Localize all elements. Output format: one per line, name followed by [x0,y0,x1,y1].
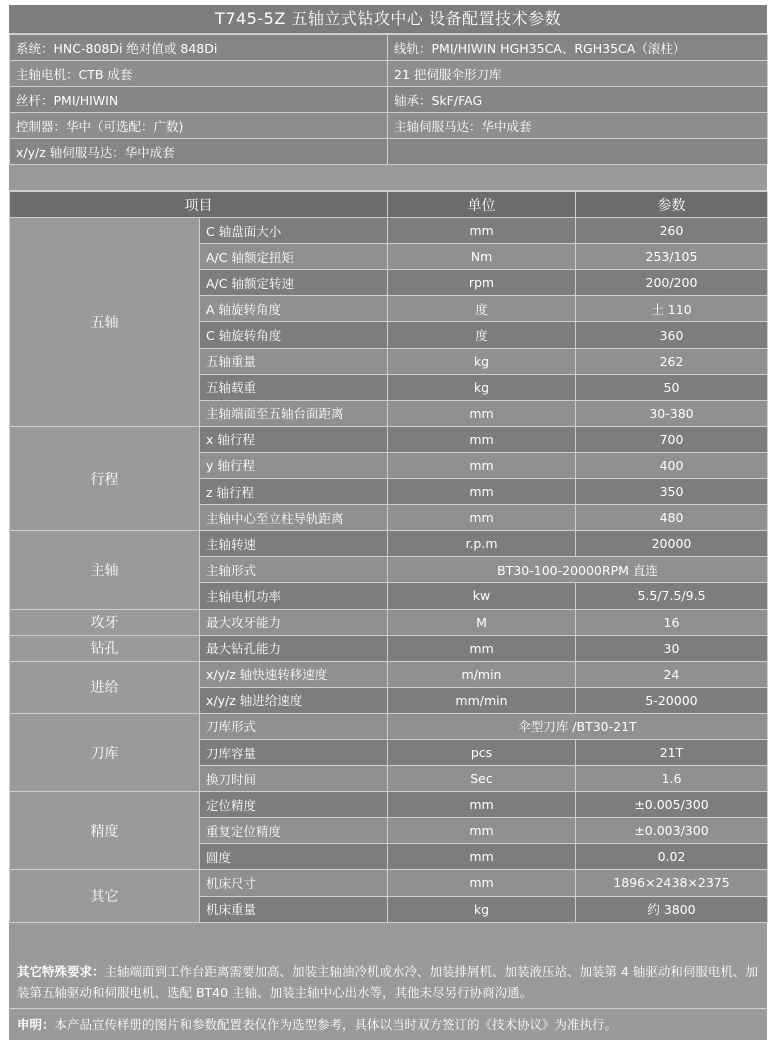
header-param: 参数 [576,192,768,218]
value-cell: 700 [576,426,768,452]
spec-row [10,870,768,896]
item-name: C 轴旋转角度 [200,322,388,348]
merged-value: BT30-100-20000RPM 直连 [388,557,768,583]
config-cell: 系统：HNC-808Di 绝对值或 848Di [10,35,388,61]
item-name: 主轴端面至五轴台面距离 [200,400,388,426]
unit-cell: mm [388,818,576,844]
item-name: 主轴转速 [200,531,388,557]
spec-row [10,531,768,557]
spec-row [10,635,768,661]
notes-divider [9,1008,767,1009]
special-requirements-label: 其它特殊要求： [17,964,105,979]
unit-cell: mm [388,400,576,426]
spec-row [10,426,768,452]
value-cell: 5.5/7.5/9.5 [576,583,768,609]
unit-cell: 度 [388,322,576,348]
value-cell: 1.6 [576,766,768,792]
special-requirements [17,961,761,1003]
table-spacer [9,165,767,191]
config-row [10,35,768,61]
unit-cell: kg [388,374,576,400]
group-label: 进给 [10,661,200,713]
item-name: 换刀时间 [200,766,388,792]
disclaimer [17,1015,761,1035]
unit-cell: mm [388,479,576,505]
unit-cell: m/min [388,661,576,687]
item-name: 最大攻牙能力 [200,609,388,635]
group-label: 攻牙 [10,609,200,635]
unit-cell: rpm [388,270,576,296]
item-name: 五轴重量 [200,348,388,374]
spec-row [10,792,768,818]
item-name: 机床重量 [200,896,388,922]
unit-cell: pcs [388,739,576,765]
spec-sheet [9,5,767,1040]
unit-cell: mm/min [388,687,576,713]
value-cell: 30 [576,635,768,661]
header-unit: 单位 [388,192,576,218]
config-cell: 线轨：PMI/HIWIN HGH35CA、RGH35CA（滚柱） [388,35,768,61]
group-label: 精度 [10,792,200,870]
item-name: 主轴电机功率 [200,583,388,609]
value-cell: 253/105 [576,244,768,270]
item-name: x/y/z 轴快速转移速度 [200,661,388,687]
config-cell: 控制器：华中（可选配：广数) [10,113,388,139]
item-name: 主轴形式 [200,557,388,583]
value-cell: 50 [576,374,768,400]
item-name: A/C 轴额定转速 [200,270,388,296]
spec-row [10,713,768,739]
config-row [10,113,768,139]
unit-cell: mm [388,426,576,452]
disclaimer-label: 申明： [17,1017,55,1032]
header-item: 项目 [10,192,388,218]
config-cell: 主轴电机：CTB 成套 [10,61,388,87]
spec-row [10,609,768,635]
value-cell: 400 [576,452,768,478]
spec-row [10,661,768,687]
unit-cell: mm [388,792,576,818]
value-cell: 480 [576,505,768,531]
unit-cell: Sec [388,766,576,792]
notes-section [9,949,767,1040]
item-name: y 轴行程 [200,452,388,478]
spec-table [9,191,768,923]
unit-cell: mm [388,505,576,531]
value-cell: ±0.003/300 [576,818,768,844]
config-cell: 丝杆：PMI/HIWIN [10,87,388,113]
item-name: x 轴行程 [200,426,388,452]
config-cell: 主轴伺服马达：华中成套 [388,113,768,139]
value-cell: 16 [576,609,768,635]
unit-cell: r.p.m [388,531,576,557]
value-cell: 21T [576,739,768,765]
item-name: 刀库形式 [200,713,388,739]
special-requirements-text: 主轴端面到工作台距离需要加高、加装主轴油冷机或水冷、加装排屑机、加装液压站、加装第 4 轴驱动和伺服电机、加装第五轴驱动和伺服电机、选配 BT40 主轴、加装主轴中心出水等，其他未尽另行协商沟通。 [17,964,758,1000]
config-cell: 轴承：SkF/FAG [388,87,768,113]
value-cell: 360 [576,322,768,348]
unit-cell: 度 [388,296,576,322]
unit-cell: mm [388,635,576,661]
item-name: A/C 轴额定扭矩 [200,244,388,270]
value-cell: 262 [576,348,768,374]
unit-cell: M [388,609,576,635]
unit-cell: Nm [388,244,576,270]
unit-cell: kg [388,348,576,374]
value-cell: 20000 [576,531,768,557]
group-label: 五轴 [10,218,200,427]
item-name: z 轴行程 [200,479,388,505]
item-name: 最大钻孔能力 [200,635,388,661]
config-cell: 21 把伺服伞形刀库 [388,61,768,87]
item-name: 主轴中心至立柱导轨距离 [200,505,388,531]
sheet-title: T745-5Z 五轴立式钻攻中心 设备配置技术参数 [9,5,767,34]
item-name: C 轴盘面大小 [200,218,388,244]
value-cell: 0.02 [576,844,768,870]
value-cell: 30-380 [576,400,768,426]
config-row [10,61,768,87]
group-label: 行程 [10,426,200,530]
unit-cell: mm [388,844,576,870]
value-cell: 24 [576,661,768,687]
item-name: x/y/z 轴进给速度 [200,687,388,713]
config-table [9,34,768,165]
item-name: 五轴载重 [200,374,388,400]
value-cell: 约 3800 [576,896,768,922]
group-label: 其它 [10,870,200,922]
spec-row [10,218,768,244]
config-row [10,139,768,165]
unit-cell: mm [388,870,576,896]
group-label: 刀库 [10,713,200,791]
config-cell: x/y/z 轴伺服马达：华中成套 [10,139,388,165]
config-cell [388,139,768,165]
value-cell: 200/200 [576,270,768,296]
item-name: 机床尺寸 [200,870,388,896]
group-label: 钻孔 [10,635,200,661]
value-cell: ±0.005/300 [576,792,768,818]
unit-cell: kg [388,896,576,922]
value-cell: 260 [576,218,768,244]
item-name: 定位精度 [200,792,388,818]
merged-value: 伞型刀库 /BT30-21T [388,713,768,739]
value-cell: 350 [576,479,768,505]
unit-cell: mm [388,452,576,478]
item-name: 重复定位精度 [200,818,388,844]
disclaimer-text: 本产品宣传样册的图片和参数配置表仅作为选型参考，具体以当时双方签订的《技术协议》为准执行。 [54,1017,618,1032]
value-cell: 土 110 [576,296,768,322]
config-row [10,87,768,113]
group-label: 主轴 [10,531,200,609]
unit-cell: kw [388,583,576,609]
unit-cell: mm [388,218,576,244]
item-name: A 轴旋转角度 [200,296,388,322]
value-cell: 1896×2438×2375 [576,870,768,896]
item-name: 刀库容量 [200,739,388,765]
item-name: 圆度 [200,844,388,870]
value-cell: 5-20000 [576,687,768,713]
